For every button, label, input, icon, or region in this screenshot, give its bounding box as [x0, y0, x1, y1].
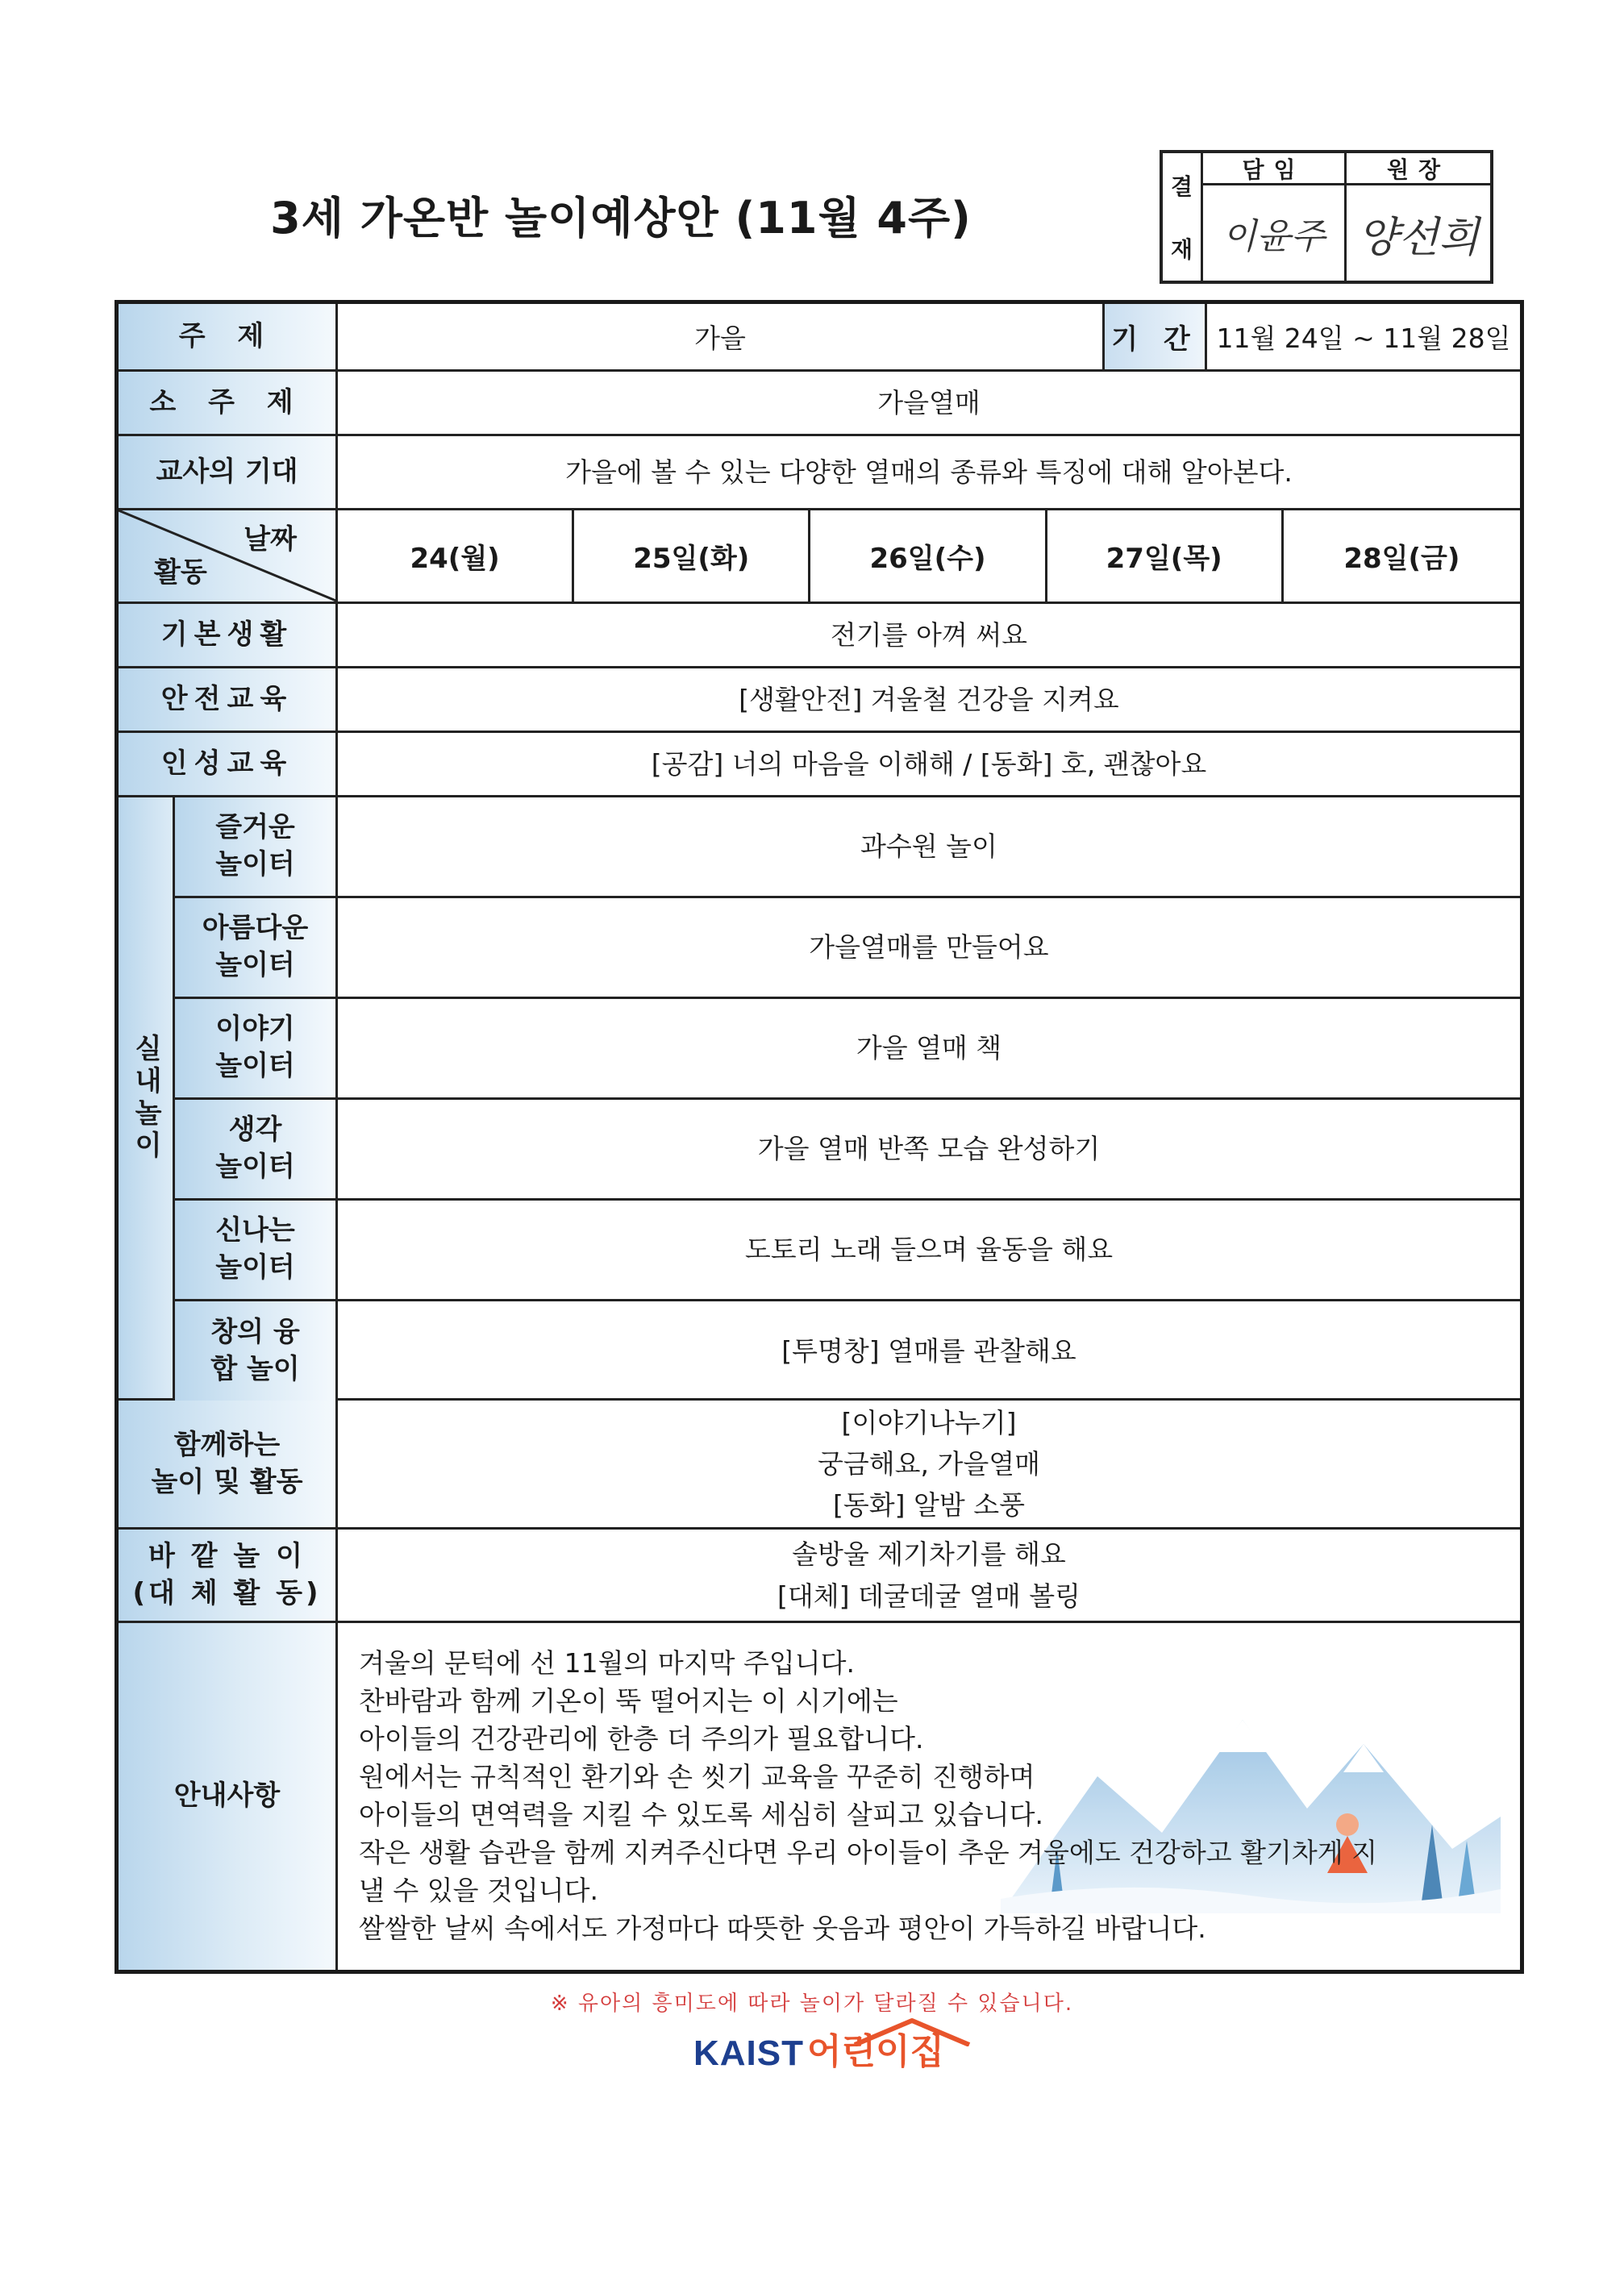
logo-brand: KAIST — [693, 2033, 804, 2073]
expectation-row — [119, 436, 1520, 510]
safety-row — [119, 668, 1520, 733]
subtheme-row — [119, 372, 1520, 436]
expectation-label: 교사의 기대 — [119, 436, 338, 508]
plan-table — [115, 300, 1524, 1974]
theme-row — [119, 304, 1520, 372]
signature-director: 양선희 — [1357, 213, 1480, 262]
theme-label: 주 제 — [119, 304, 338, 369]
character-row — [119, 733, 1520, 797]
day-tue: 25일(화) — [574, 510, 810, 602]
indoor-play-label: 실내놀이 — [119, 797, 175, 1398]
basic-life-label: 기본생활 — [119, 604, 338, 666]
indoor-item — [175, 898, 1520, 999]
expectation-value: 가을에 볼 수 있는 다양한 열매의 종류와 특징에 대해 알아본다. — [565, 456, 1293, 488]
indoor-item — [175, 1301, 1520, 1401]
signature-homeroom: 이윤주 — [1203, 185, 1347, 281]
indoor-item-label: 신나는 놀이터 — [175, 1201, 338, 1299]
indoor-item — [175, 999, 1520, 1100]
indoor-play-group — [119, 797, 1520, 1401]
day-mon: 24(월) — [338, 510, 574, 602]
approval-label — [1163, 153, 1203, 281]
together-label: 함께하는 놀이 및 활동 — [119, 1401, 338, 1527]
house-roof-icon — [852, 2017, 972, 2046]
logo-name: 어린이집 — [807, 2031, 945, 2072]
indoor-item-value: [투명창] 열매를 관찰해요 — [781, 1334, 1076, 1367]
approval-box — [1160, 150, 1493, 284]
safety-label: 안전교육 — [119, 668, 338, 731]
date-row — [119, 510, 1520, 604]
date-corner — [119, 510, 338, 602]
notice-row — [119, 1623, 1520, 1970]
safety-value: [생활안전] 겨울철 건강을 지켜요 — [739, 683, 1119, 715]
indoor-item-value: 가을 열매 책 — [856, 1032, 1002, 1064]
together-value: [이야기나누기] 궁금해요, 가을열매 [동화] 알밤 소풍 — [817, 1406, 1040, 1521]
notice-content — [338, 1623, 1520, 1970]
day-wed: 26일(수) — [810, 510, 1047, 602]
notice-text: 겨울의 문턱에 선 11월의 마지막 주입니다. 찬바람과 함께 기온이 뚝 떨어지는 이 시기에는 아이들의 건강관리에 한층 더 주의가 필요합니다. 원에서는 규칙적인 환기와 손 씻기 교육을 꾸준히 진행하며 아이들의 면역력을 지킬 수 있도록 세심히 살피고 있습니다. 작은 생활 습관을 함께 지켜주신다면 우리 아이들이 추운 겨울에도 건강하고 활기차게 지 낼 수 있을 것입니다. 쌀쌀한 날씨 속에서도 가정마다 따뜻한 웃음과 평안이 가득하길 바랍니다. — [359, 1647, 1377, 1944]
indoor-item-label: 즐거운 놀이터 — [175, 797, 338, 896]
corner-date-label: 날짜 — [244, 523, 297, 556]
character-value: [공감] 너의 마음을 이해해 / [동화] 호, 괜찮아요 — [651, 747, 1207, 780]
footnote: ※ 유아의 흥미도에 따라 놀이가 달라질 수 있습니다. — [550, 1992, 1074, 2016]
date-cells — [338, 510, 1520, 602]
day-thu: 27일(목) — [1047, 510, 1284, 602]
corner-activity-label: 활동 — [154, 556, 207, 589]
indoor-item-label: 생각 놀이터 — [175, 1100, 338, 1198]
indoor-item-value: 가을 열매 반쪽 모습 완성하기 — [757, 1133, 1101, 1165]
outdoor-row — [119, 1530, 1520, 1623]
subtheme-value: 가을열매 — [877, 386, 981, 418]
theme-value: 가을 — [694, 323, 746, 354]
kaist-daycare-logo — [693, 2017, 944, 2074]
indoor-item — [175, 797, 1520, 898]
outdoor-label: 바 깥 놀 이 (대 체 활 동) — [119, 1530, 338, 1621]
indoor-item-value: 과수원 놀이 — [860, 830, 997, 863]
indoor-item-label: 창의 융합 놀이 — [175, 1301, 338, 1401]
outdoor-value: 솔방울 제기차기를 해요 [대체] 데굴데굴 열매 볼링 — [777, 1538, 1081, 1612]
indoor-item-label: 아름다운 놀이터 — [175, 898, 338, 997]
approval-label-top: 결 — [1170, 173, 1193, 200]
role-director: 원장 — [1347, 153, 1490, 185]
character-label: 인성교육 — [119, 733, 338, 795]
notice-label: 안내사항 — [119, 1623, 338, 1970]
basic-life-value: 전기를 아껴 써요 — [830, 618, 1028, 651]
indoor-item-value: 도토리 노래 들으며 율동을 해요 — [744, 1234, 1114, 1266]
indoor-item — [175, 1201, 1520, 1301]
day-fri: 28일(금) — [1343, 543, 1460, 575]
period-value: 11월 24일 ~ 11월 28일 — [1216, 323, 1511, 354]
indoor-item-value: 가을열매를 만들어요 — [809, 931, 1049, 964]
subtheme-label: 소 주 제 — [119, 372, 338, 434]
basic-life-row — [119, 604, 1520, 668]
page-title: 3세 가온반 놀이예상안 (11월 4주) — [270, 193, 972, 244]
approval-label-bottom: 재 — [1170, 236, 1193, 263]
together-row — [119, 1401, 1520, 1530]
indoor-item-label: 이야기 놀이터 — [175, 999, 338, 1097]
indoor-item — [175, 1100, 1520, 1201]
role-homeroom: 담임 — [1203, 153, 1347, 185]
diagonal-divider-icon — [119, 510, 338, 602]
period-label: 기 간 — [1102, 304, 1207, 369]
